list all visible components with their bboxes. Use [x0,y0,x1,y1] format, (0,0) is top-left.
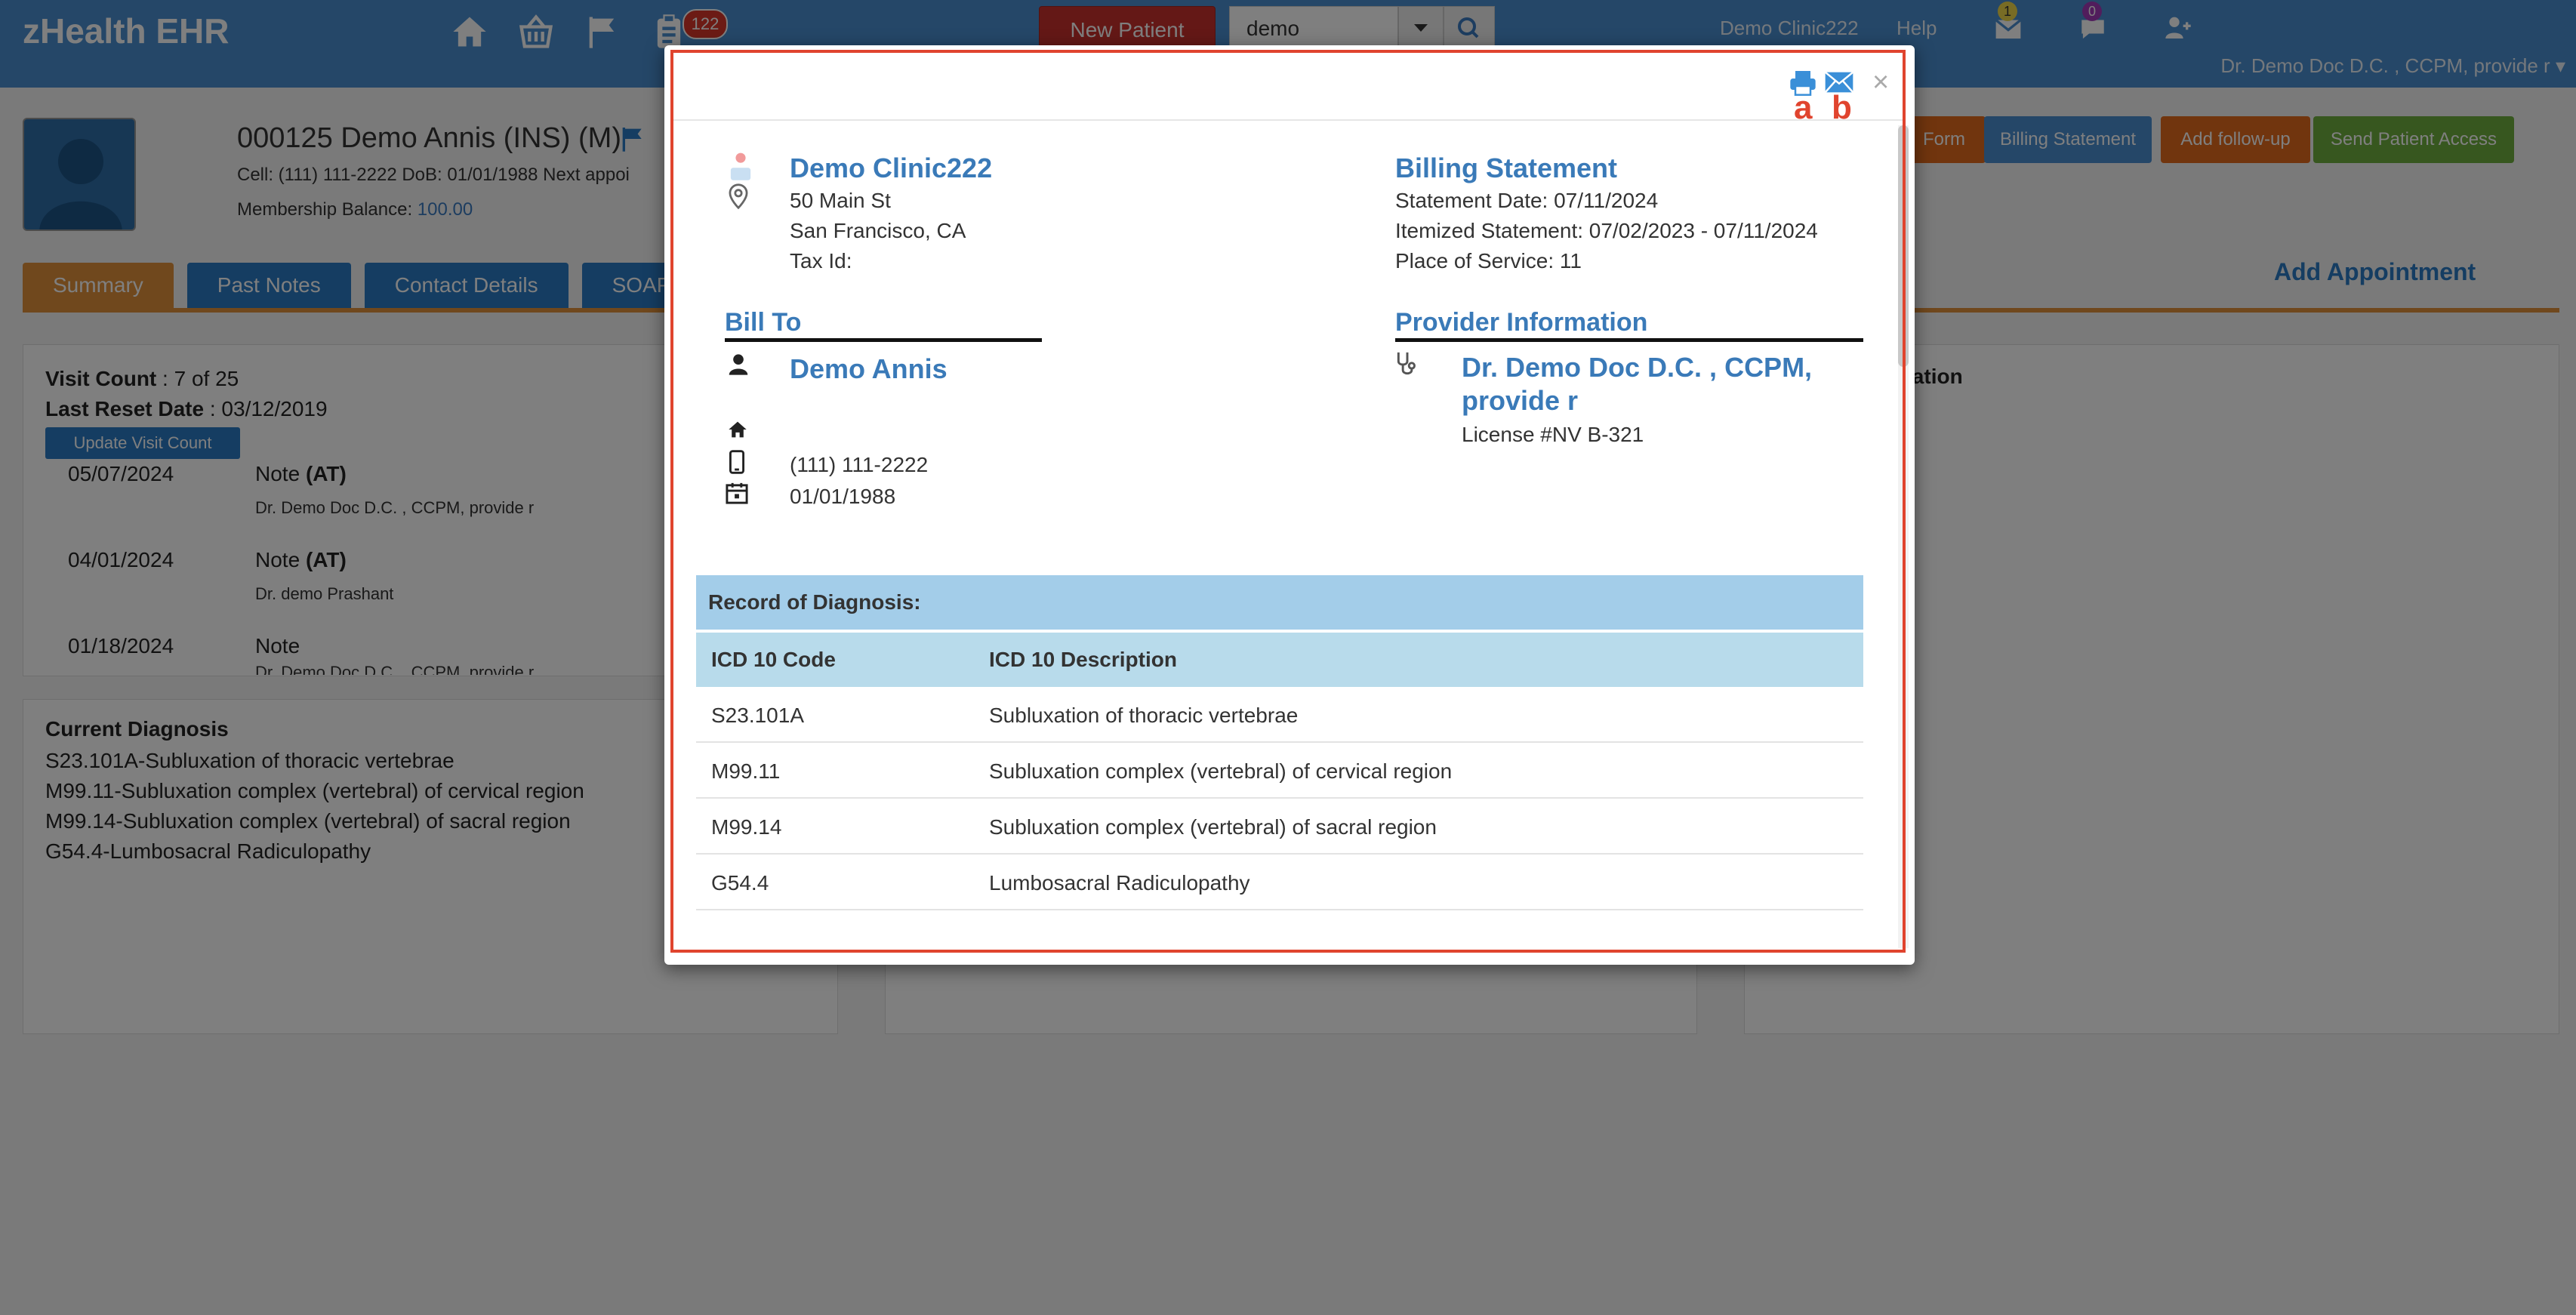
clinic-address-line2: San Francisco, CA [790,219,966,242]
provider-information-title: Provider Information [1395,308,1648,337]
clinic-logo-icon [728,148,753,183]
place-of-service: Place of Service: 11 [1395,249,1582,273]
provider-rule [1395,338,1863,342]
bill-to-phone: (111) 111-2222 [790,453,929,476]
provider-name-line1: Dr. Demo Doc D.C. , CCPM, [1462,352,1813,383]
location-pin-icon [728,183,749,210]
person-icon [728,353,749,376]
bill-to-dob: 01/01/1988 [790,485,896,508]
bill-to-title: Bill To [725,308,802,337]
home-icon [728,420,747,439]
mobile-phone-icon [729,450,744,474]
icd-code-cell: G54.4 [711,871,769,895]
icd-code-cell: M99.11 [711,759,781,783]
annotation-marker-b: b [1832,89,1852,126]
table-row [696,800,1863,855]
statement-date: Statement Date: 07/11/2024 [1395,189,1659,212]
table-row [696,856,1863,910]
calendar-icon [725,480,749,506]
modal-header-divider [670,119,1903,121]
icd-code-cell: S23.101A [711,704,804,727]
clinic-name: Demo Clinic222 [790,152,993,183]
stethoscope-icon [1394,350,1421,379]
provider-name-line2: provide r [1462,385,1579,416]
provider-license: License #NV B-321 [1462,423,1644,446]
billing-statement-title: Billing Statement [1395,152,1618,183]
bill-to-name: Demo Annis [790,353,948,384]
diagnosis-table-column-header [696,633,1863,687]
icd-description-column-header: ICD 10 Description [989,648,1177,671]
icd-description-cell: Subluxation complex (vertebral) of cervical region [989,759,1453,783]
modal-scrollbar-thumb[interactable] [1898,125,1909,367]
table-row [696,688,1863,743]
icd-code-cell: M99.14 [711,815,782,839]
icd-description-cell: Subluxation complex (vertebral) of sacral region [989,815,1437,839]
bill-to-rule [725,338,1042,342]
icd-description-cell: Lumbosacral Radiculopathy [989,871,1250,895]
clinic-address-line1: 50 Main St [790,189,891,212]
itemized-statement-range: Itemized Statement: 07/02/2023 - 07/11/2024 [1395,219,1818,242]
icd-code-column-header: ICD 10 Code [711,648,836,671]
record-of-diagnosis-header: Record of Diagnosis: [696,575,1863,630]
table-row [696,744,1863,799]
annotation-marker-a: a [1794,89,1813,126]
icd-description-cell: Subluxation of thoracic vertebrae [989,704,1299,727]
clinic-tax-id: Tax Id: [790,249,852,273]
close-icon[interactable]: × [1872,66,1890,98]
